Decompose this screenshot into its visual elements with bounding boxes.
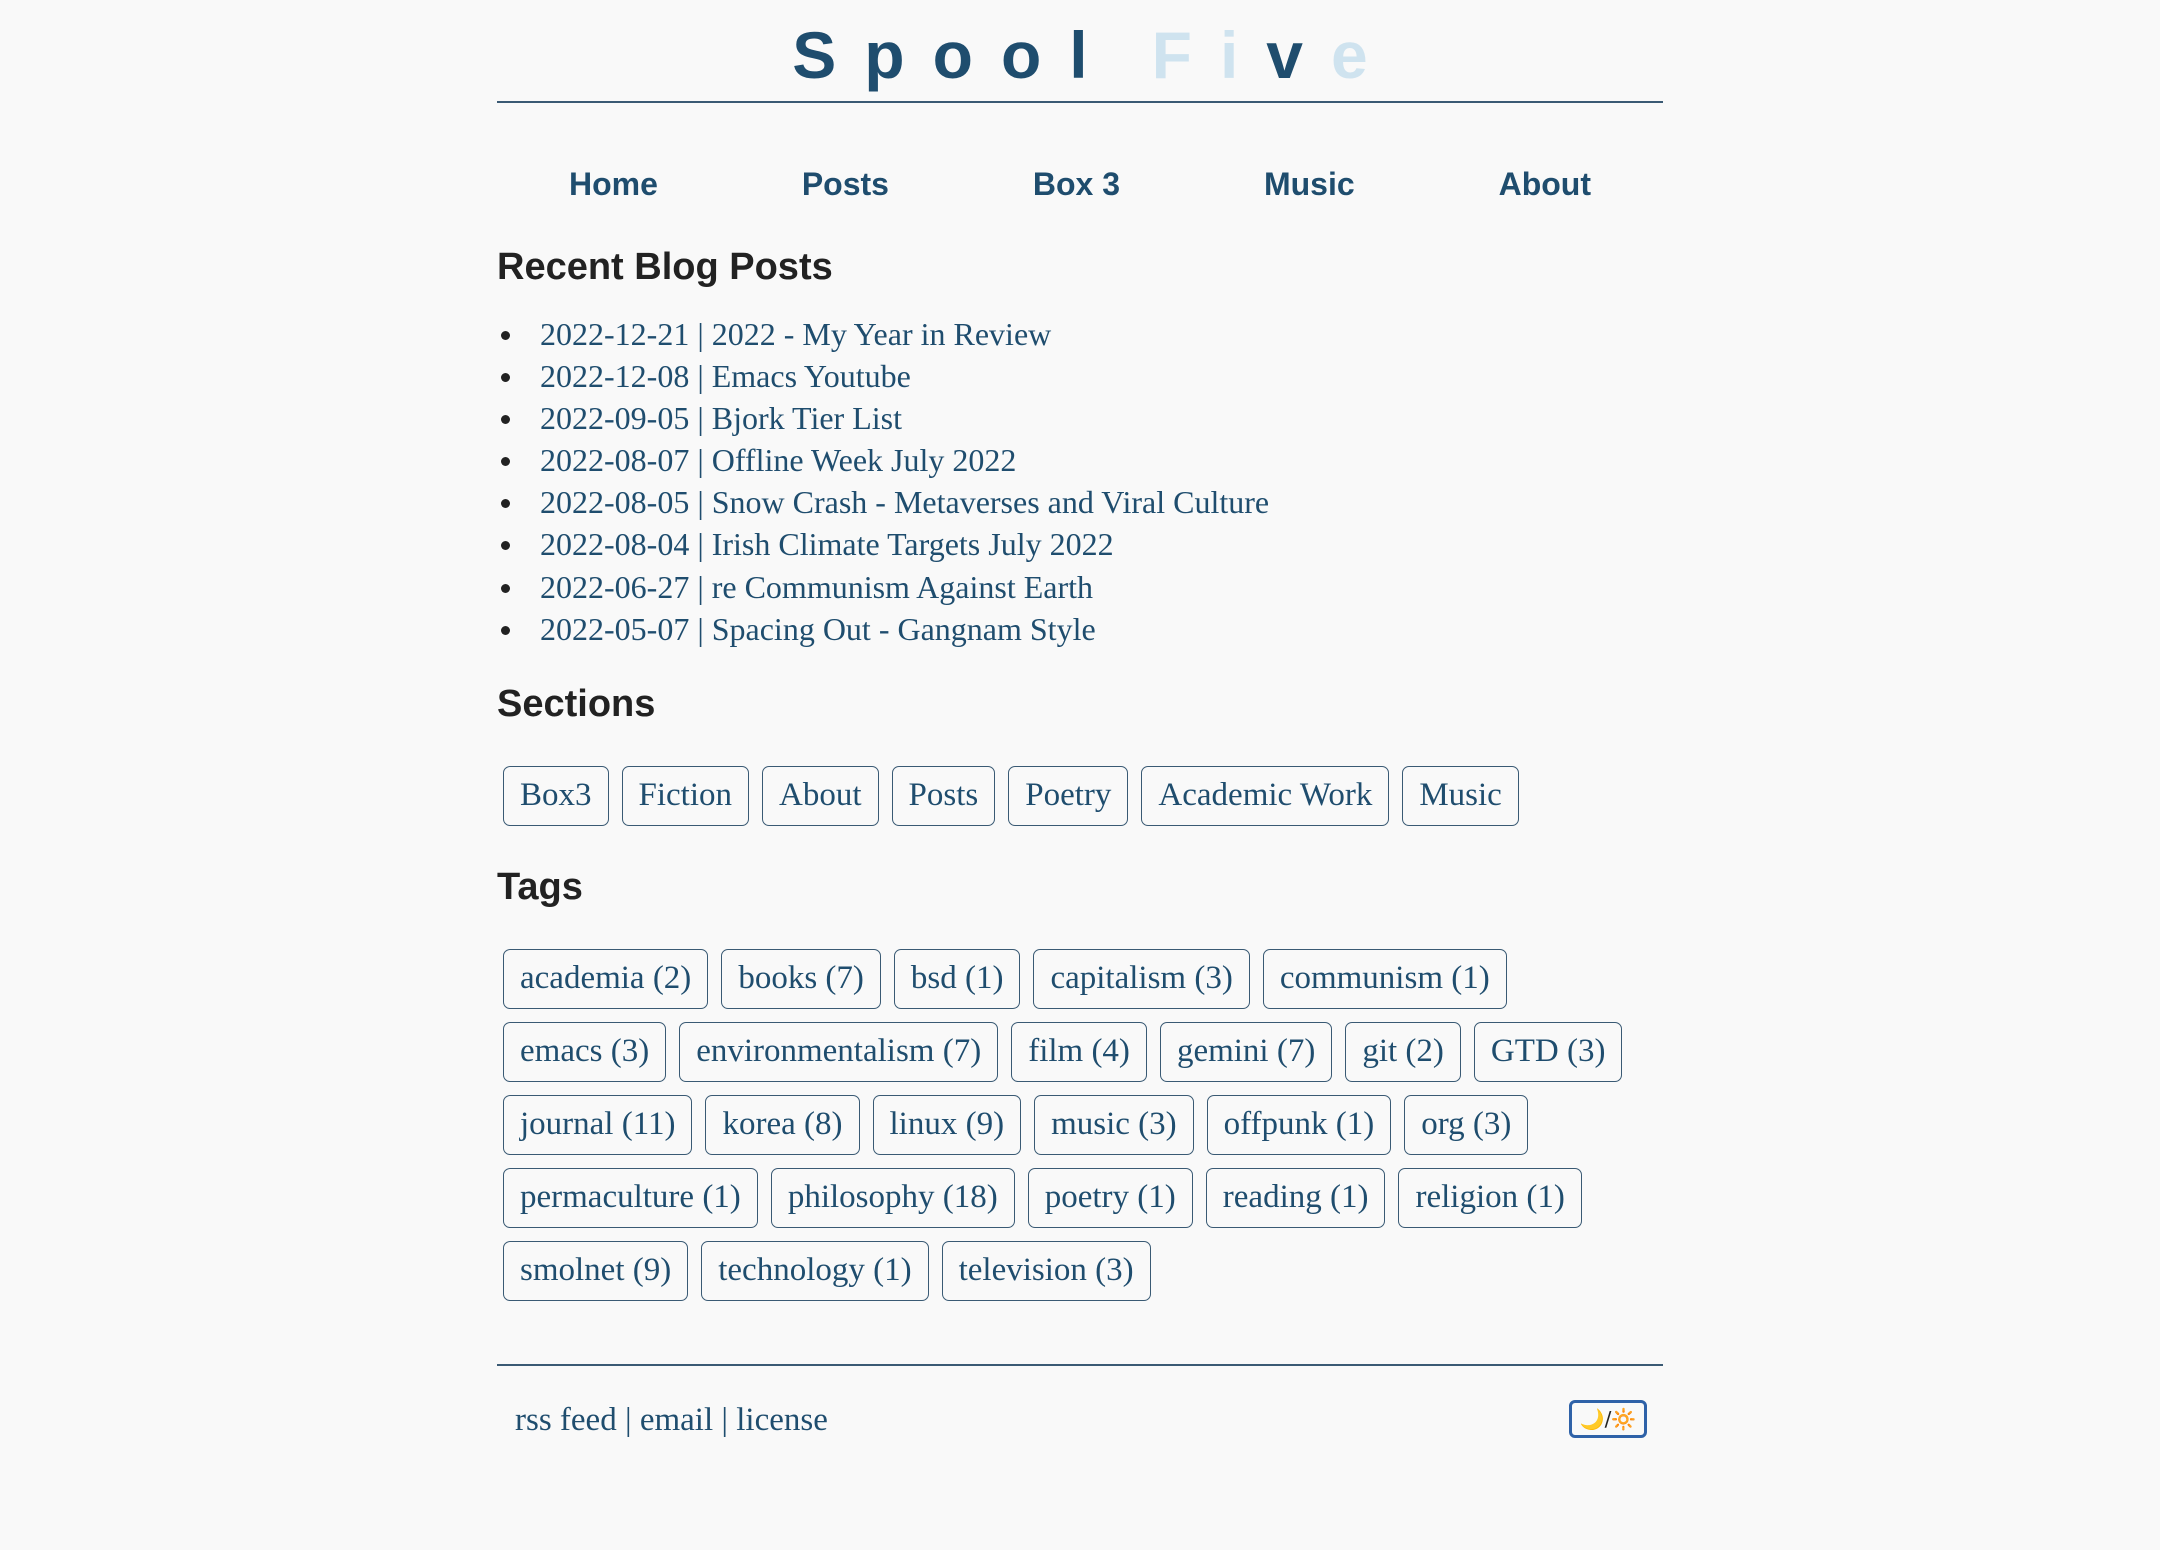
sections-list (503, 766, 1663, 839)
email-link[interactable]: email (639, 1401, 714, 1438)
tag-chip[interactable]: offpunk (1) (1207, 1095, 1392, 1155)
tag-chip[interactable]: television (3) (942, 1241, 1151, 1301)
nav-item-about[interactable]: About (1498, 165, 1591, 202)
tag-chip[interactable]: git (2) (1345, 1022, 1461, 1082)
post-link[interactable]: 2022-08-04 | Irish Climate Targets July 2022 (497, 523, 1663, 565)
tag-chip[interactable]: reading (1) (1206, 1168, 1386, 1228)
recent-posts-heading: Recent Blog Posts (497, 246, 833, 288)
nav-item-posts[interactable]: Posts (801, 165, 889, 202)
site-title[interactable] (497, 18, 1663, 92)
license-link[interactable]: license (736, 1401, 828, 1438)
tag-chip[interactable]: philosophy (18) (771, 1168, 1015, 1228)
post-link[interactable]: 2022-12-08 | Emacs Youtube (497, 355, 1663, 397)
post-link[interactable]: 2022-12-21 | 2022 - My Year in Review (497, 313, 1663, 355)
tag-chip[interactable]: korea (8) (705, 1095, 859, 1155)
section-chip[interactable]: Box3 (503, 766, 609, 826)
nav-item-home[interactable]: Home (568, 165, 658, 202)
tag-chip[interactable]: capitalism (3) (1033, 949, 1249, 1009)
section-chip[interactable]: Academic Work (1141, 766, 1389, 826)
post-link[interactable]: 2022-08-05 | Snow Crash - Metaverses and Viral Culture (497, 481, 1663, 523)
tag-chip[interactable]: environmentalism (7) (679, 1022, 998, 1082)
rss-feed-link[interactable]: rss feed (515, 1401, 617, 1438)
site-title-letter: p (864, 18, 933, 92)
tag-chip[interactable]: gemini (7) (1160, 1022, 1332, 1082)
section-chip[interactable]: Poetry (1008, 766, 1128, 826)
footer-separator: | (616, 1401, 640, 1438)
site-title-letter: l (1069, 18, 1116, 92)
tag-chip[interactable]: linux (9) (873, 1095, 1022, 1155)
footer-separator: | (713, 1401, 737, 1438)
post-link[interactable]: 2022-09-05 | Bjork Tier List (497, 397, 1663, 439)
site-title-letter: F (1151, 18, 1220, 92)
site-title-letter: i (1219, 18, 1267, 92)
tags-heading: Tags (497, 865, 583, 908)
tag-chip[interactable]: religion (1) (1398, 1168, 1581, 1228)
sections-heading: Sections (497, 682, 656, 725)
tags-list (503, 949, 1663, 1314)
tag-chip[interactable]: emacs (3) (503, 1022, 666, 1082)
tag-chip[interactable]: org (3) (1404, 1095, 1528, 1155)
site-title-letter: e (1331, 18, 1396, 92)
tag-chip[interactable]: smolnet (9) (503, 1241, 688, 1301)
page (497, 0, 1663, 1456)
section-chip[interactable]: Music (1402, 766, 1519, 826)
tag-chip[interactable]: music (3) (1034, 1095, 1194, 1155)
site-title-letter: o (932, 18, 1001, 92)
tag-chip[interactable]: film (4) (1011, 1022, 1147, 1082)
tag-chip[interactable]: books (7) (721, 949, 881, 1009)
tag-chip[interactable]: journal (11) (503, 1095, 692, 1155)
section-chip[interactable]: Posts (892, 766, 996, 826)
post-link[interactable]: 2022-08-07 | Offline Week July 2022 (497, 439, 1663, 481)
tag-chip[interactable]: technology (1) (701, 1241, 928, 1301)
site-title-letter: o (1000, 18, 1070, 92)
section-chip[interactable]: About (762, 766, 879, 826)
main-nav (497, 159, 1663, 209)
post-link[interactable]: 2022-05-07 | Spacing Out - Gangnam Style (497, 608, 1663, 650)
nav-item-box-3[interactable]: Box 3 (1032, 165, 1121, 202)
footer-links (515, 1402, 828, 1439)
site-title-letter: v (1266, 18, 1332, 92)
site-title-letter: S (792, 18, 865, 92)
recent-posts-list (497, 313, 1663, 650)
nav-item-music[interactable]: Music (1263, 165, 1355, 202)
section-chip[interactable]: Fiction (622, 766, 750, 826)
tag-chip[interactable]: communism (1) (1263, 949, 1507, 1009)
tag-chip[interactable]: poetry (1) (1028, 1168, 1193, 1228)
tag-chip[interactable]: GTD (3) (1474, 1022, 1623, 1082)
tag-chip[interactable]: bsd (1) (894, 949, 1021, 1009)
tag-chip[interactable]: permaculture (1) (503, 1168, 758, 1228)
site-header (497, 0, 1663, 103)
post-link[interactable]: 2022-06-27 | re Communism Against Earth (497, 566, 1663, 608)
theme-toggle-button[interactable]: 🌙/🔆 (1569, 1400, 1647, 1438)
site-footer (497, 1364, 1663, 1456)
tag-chip[interactable]: academia (2) (503, 949, 708, 1009)
